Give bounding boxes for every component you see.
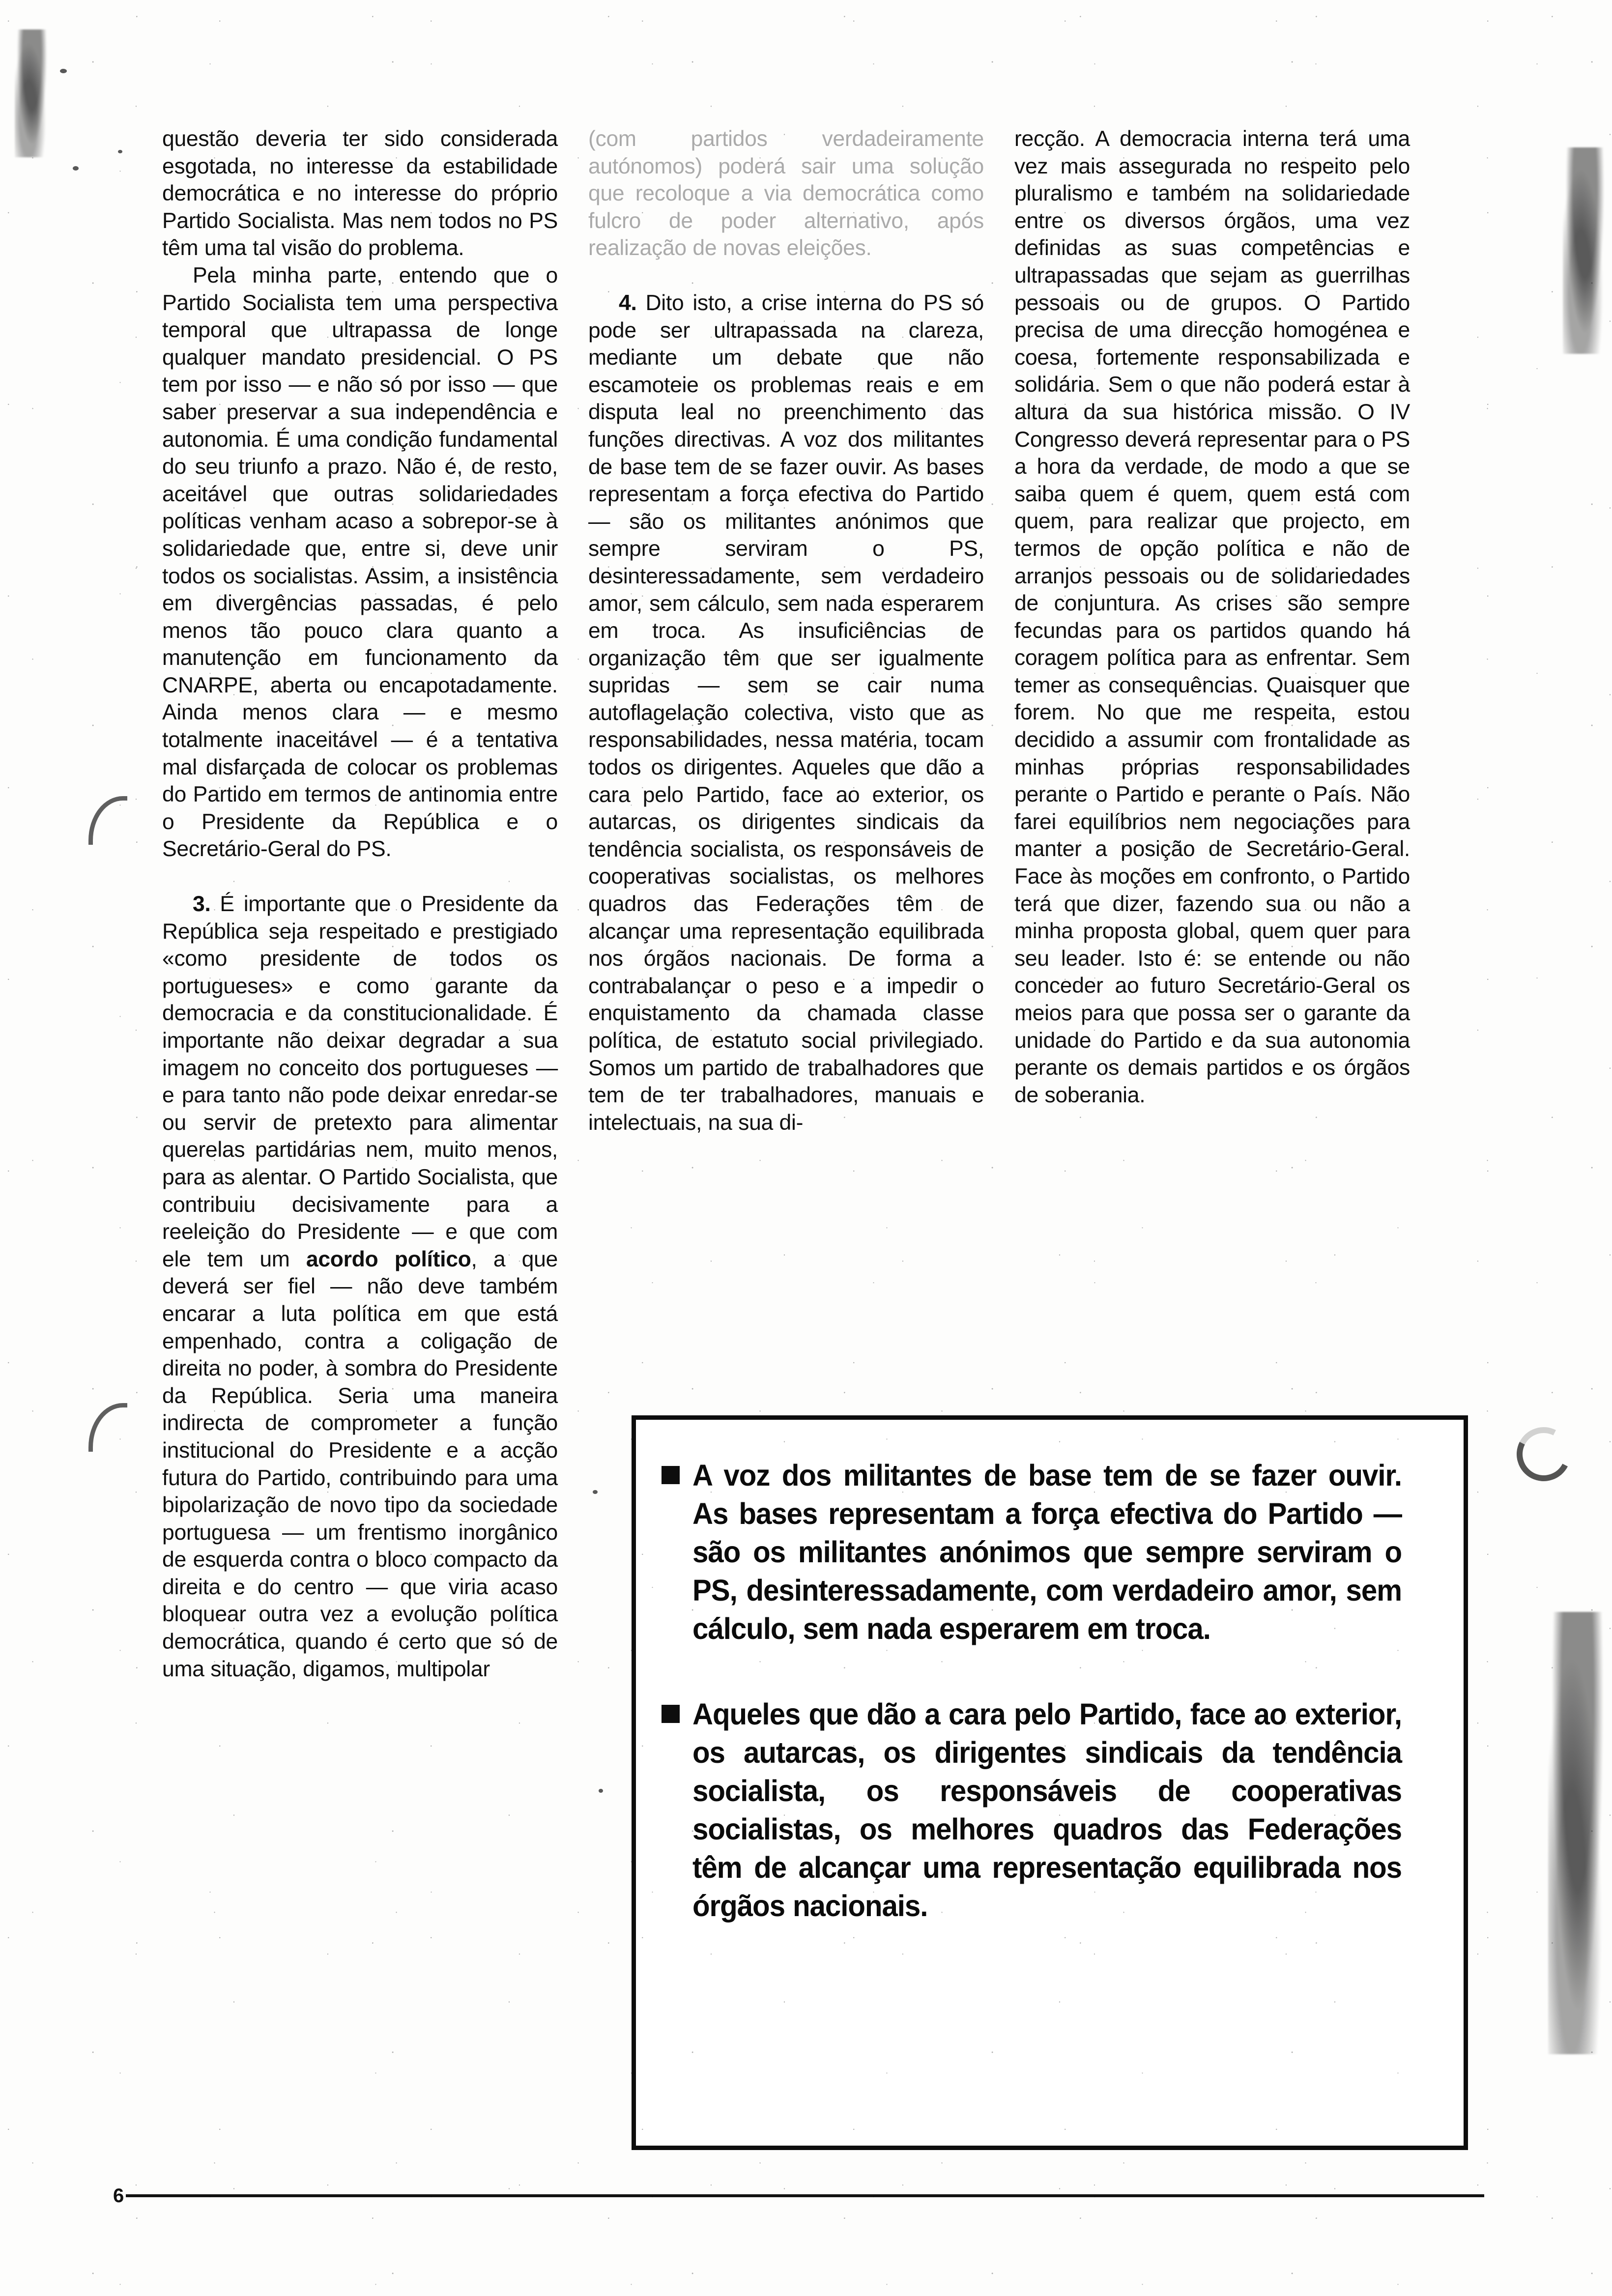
scan-edge-dirt-top-left <box>15 29 49 157</box>
pull-quote-item-1 <box>662 1456 1435 1648</box>
column-1 <box>162 125 558 1683</box>
paragraph-c1p1: questão deveria ter sido considerada esgotada, no interesse da estabilidade democrática e no interesse do próprio Partido Socialista. Mas nem todos no PS têm uma tal visão do problema. <box>162 127 558 260</box>
scan-edge-dirt-top-right <box>1563 147 1607 354</box>
paragraph-c2p2-body: Dito isto, a crise interna do PS só pode ser ultrapassada na clareza, mediante um debate que não escamoteie os problemas reais e em disputa leal no preenchimento das funções directivas. A voz dos militantes de base tem de se fazer ouvir. As bases representam a força efectiva do Partido — são os militantes anónimos que sempre serviram o PS, desinteressadamente, sem verdadeiro amor, sem cálculo, sem nada esperarem em troca. As insuficiências de organização têm que ser igualmente supridas — sem se cair numa autoflagelação colectiva, visto que as responsabilidades, nessa matéria, tocam todos os dirigentes. Aqueles que dão a cara pelo Partido, face ao exterior, os autarcas, os dirigentes sindicais da tendência socialista, os responsáveis de cooperativas socialistas, os melhores quadros das Federações têm de alcançar uma representação equilibrada nos órgãos nacionais. De forma a contrabalançar o peso e a impedir o enquistamento da chamada classe política, de estatuto social privilegiado. Somos um partido de trabalhadores que tem de ter trabalhadores, manuais e intelectuais, na sua di- <box>588 290 984 1135</box>
footer-rule <box>126 2194 1484 2197</box>
emphasis-acordo-politico: acordo político <box>306 1247 471 1271</box>
paragraph-c1p2: Pela minha parte, entendo que o Partido Socialista tem uma perspectiva temporal que ultrapassa de longe qualquer mandato presidencial. O PS tem por isso — e não só por isso — que saber preservar a sua independência e autonomia. É uma condição fundamental do seu triunfo a prazo. Não é, de resto, aceitável que outras solidariedades políticas venham acaso a sobrepor-se à solidariedade que, entre si, deve unir todos os socialistas. Assim, a insistência em divergências passadas, é pelo menos tão pouco clara quanto a manutenção em funcionamento da CNARPE, aberta ou encapotadamente. Ainda menos clara — e mesmo totalmente inaceitável — é a tentativa mal disfarçada de colocar os problemas do Partido em termos de antinomia entre o Presidente da República e o Secretário-Geral do PS. <box>162 263 558 861</box>
pull-quote-text-1: A voz dos militantes de base tem de se fazer ouvir. As bases representam a força efectiva do Partido — são os militantes anónimos que sempre serviram o PS, desinteressadamente, com verdadeiro amor, sem cálculo, sem nada esperarem em troca. <box>692 1459 1402 1645</box>
scan-smudge-ring-artifact <box>1510 1420 1578 1489</box>
scan-hook-artifact-lower <box>88 1403 127 1452</box>
scan-speck-1 <box>60 69 67 73</box>
paragraph-c3p1: recção. A democracia interna terá uma vez mais assegurada no respeito pelo pluralismo e também na solidariedade entre os diversos órgãos, uma vez definidas as suas competências e ultrapassadas que sejam as guerrilhas pessoais ou de grupos. O Partido precisa de uma direcção homogénea e coesa, fortemente responsabilizada e solidária. Sem o que não poderá estar à altura da sua histórica missão. O IV Congresso deverá representar para o PS a hora da verdade, de modo a que se saiba quem é quem, quem está com quem, para realizar que projecto, em termos de opção política e não de arranjos pessoais ou de solidariedades de conjuntura. As crises são sempre fecundas para os partidos quando há coragem política para as enfrentar. Sem temer as consequências. Quaisquer que forem. No que me respeita, estou decidido a assumir com frontalidade as minhas próprias responsabilidades perante o Partido e perante o País. Não farei equilíbrios nem negociações para manter a posição de Secretário-Geral. Face às moções em confronto, o Partido terá que dizer, fazendo sua ou não a minha proposta global, quem quer para seu leader. Isto é: se entende ou não conceder ao futuro Secretário-Geral os meios para que possa ser o garante da unidade do Partido e da sua autonomia perante os demais partidos e os órgãos de soberania. <box>1014 127 1410 1107</box>
scan-speck-2 <box>118 150 122 153</box>
paragraph-number-4: 4. <box>619 290 637 315</box>
pull-quote-text-2: Aqueles que dão a cara pelo Partido, face ao exterior, os autarcas, os dirigentes sindicais da tendência socialista, os responsáveis de cooperativas socialistas, os melhores quadros das Federações têm de alcançar uma representação equilibrada nos órgãos nacionais. <box>692 1697 1402 1923</box>
paragraph-c2p1: (com partidos verdadeiramente autónomos) poderá sair uma solução que recoloque a via democrática como fulcro de poder alternativo, após realização de novas eleições. <box>588 127 984 260</box>
scan-hook-artifact-upper <box>88 796 127 845</box>
scan-edge-dirt-right <box>1548 1612 1607 2054</box>
paragraph-c1p3-body: É importante que o Presidente da República seja respeitado e prestigiado «como presidente de todos os portugueses» e como garante da democracia e da constitucionalidade. É importante não deixar degradar a sua imagem no conceito dos portugueses — e para tanto não pode deixar enredar-se ou servir de pretexto para alimentar querelas partidárias nem, muito menos, para as alentar. O Partido Socialista, que contribuiu decisivamente para a reeleição do Presidente — e que com ele tem um <box>162 892 558 1271</box>
square-bullet-icon <box>662 1466 680 1484</box>
paragraph-number-3: 3. <box>193 892 211 917</box>
page-number: 6 <box>113 2185 124 2207</box>
scan-speck-3 <box>73 166 79 171</box>
scan-speck-5 <box>599 1789 603 1793</box>
paragraph-c2p2 <box>588 289 984 1136</box>
paragraph-c1p3 <box>162 890 558 1683</box>
page-footer <box>113 2186 1484 2206</box>
paragraph-c1p3-tail: , a que deverá ser fiel — não deve também encarar a luta política em que está empenhado, contra a coligação de direita no poder, à sombra do Presidente da República. Seria uma maneira indirecta de comprometer a função institucional do Presidente e a acção futura do Partido, contribuindo para uma bipolarização de novo tipo da sociedade portuguesa — um frentismo inorgânico de esquerda contra o bloco compacto da direita e do centro — que viria acaso bloquear outra vez a evolução política democrática, quando é certo que só de uma situação, digamos, multipolar <box>162 1247 558 1681</box>
pull-quote-box <box>632 1415 1468 2150</box>
square-bullet-icon <box>662 1705 680 1723</box>
pull-quote-item-2 <box>662 1695 1435 1925</box>
